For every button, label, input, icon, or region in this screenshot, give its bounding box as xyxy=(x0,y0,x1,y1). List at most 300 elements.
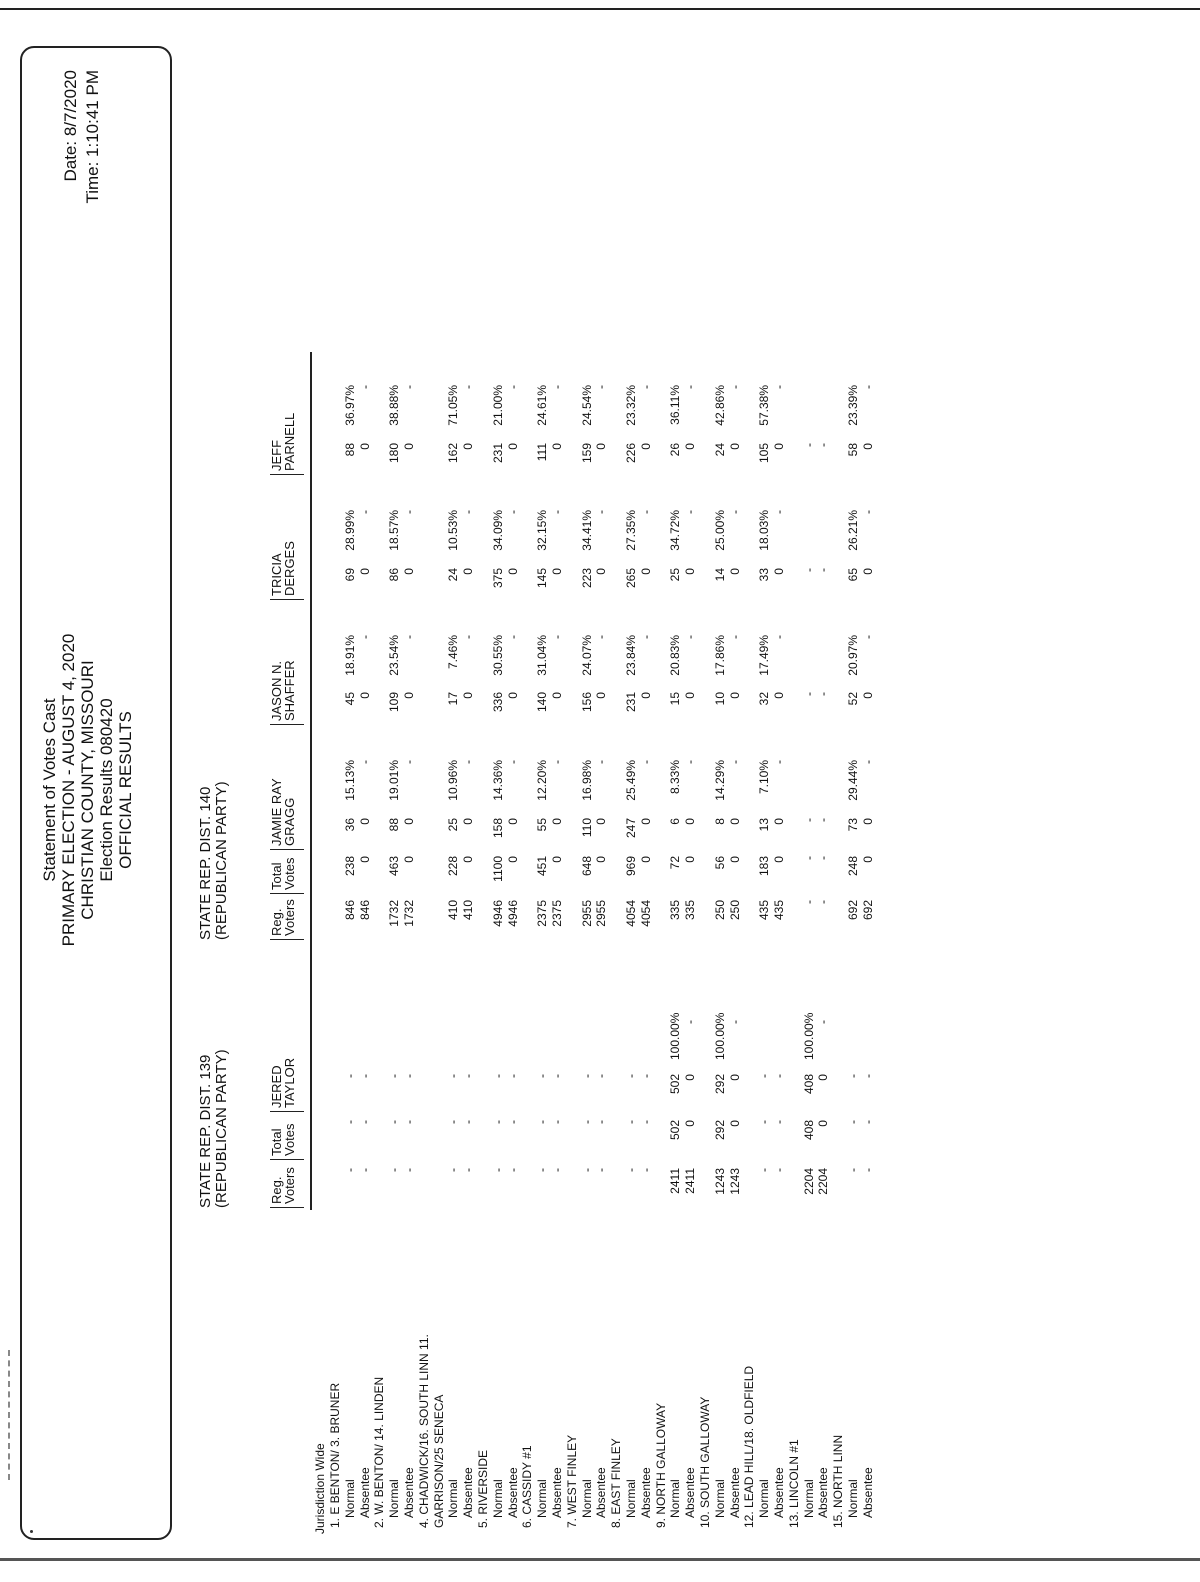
c140-cell: 223 xyxy=(579,568,594,589)
c140-cell: 0 xyxy=(594,818,609,825)
c140-cell: 0 xyxy=(550,692,564,699)
c139-cell: - xyxy=(624,1168,638,1172)
c139-cell: - xyxy=(535,1168,550,1172)
c139-cell: - xyxy=(342,1168,357,1172)
c140-cell: 2955 xyxy=(579,900,594,927)
c139-cell: 292 xyxy=(712,1074,727,1095)
c140-cell: 10.53% xyxy=(446,510,461,551)
c140-cell: 0 xyxy=(505,818,520,825)
c140-cell: - xyxy=(801,443,816,447)
c140-cell: 156 xyxy=(579,692,594,713)
c139-cell: 0 xyxy=(683,1120,698,1127)
row-label: Absentee xyxy=(550,1467,564,1518)
row-label: Normal xyxy=(846,1479,860,1518)
c140-cell: 31.04% xyxy=(535,635,550,676)
c140-cell: - xyxy=(801,900,816,904)
c140-cell: - xyxy=(357,635,372,639)
c140-cell: 0 xyxy=(860,692,875,699)
c140-cell: - xyxy=(816,443,831,447)
c140-cell: - xyxy=(638,760,653,764)
row-label: Normal xyxy=(342,1479,357,1518)
c139-cell: - xyxy=(535,1074,550,1078)
c140-cell: - xyxy=(801,818,816,822)
contest-139-title xyxy=(198,1049,230,1208)
c140-cell: - xyxy=(860,510,875,514)
c140-cell: 0 xyxy=(772,443,786,450)
c140-cell: 17 xyxy=(446,692,461,706)
c139-cell: 292 xyxy=(712,1120,727,1141)
row-label: 13. LINCOLN #1 xyxy=(786,1439,801,1528)
precinct-row xyxy=(432,60,447,1540)
table-row xyxy=(846,60,861,1540)
c140-cand-header-1: JAMIE RAY GRAGG xyxy=(270,776,304,850)
c140-cell: - xyxy=(772,385,786,389)
c140-total-header: Total Votes xyxy=(270,850,304,894)
row-label: 9. NORTH GALLOWAY xyxy=(653,1402,668,1528)
c140-cell: 23.54% xyxy=(387,635,402,676)
c139-cell: - xyxy=(357,1074,372,1078)
c140-cell: 0 xyxy=(638,568,653,575)
c140-cell: 0 xyxy=(357,818,372,825)
contest-140-title-line2: (REPUBLICAN PARTY) xyxy=(213,781,230,940)
c140-cell: 4054 xyxy=(638,900,653,927)
table-row xyxy=(713,60,728,1540)
c140-cell: 7.46% xyxy=(446,635,461,670)
c140-cell: - xyxy=(683,510,698,514)
c140-cell: 45 xyxy=(342,692,357,706)
c140-cell: 57.38% xyxy=(757,385,772,426)
row-label: Normal xyxy=(579,1479,594,1518)
table-row xyxy=(402,60,417,1540)
row-label: GARRISON/25 SENECA xyxy=(431,1394,446,1528)
c140-cell: 0 xyxy=(461,818,476,825)
c139-cell: 408 xyxy=(801,1120,816,1141)
c140-cell: - xyxy=(683,385,698,389)
c140-cell: - xyxy=(727,760,742,764)
precinct-row xyxy=(654,60,669,1540)
c140-cell: 0 xyxy=(772,568,786,575)
c139-cell: - xyxy=(402,1168,416,1172)
row-label: 10. SOUTH GALLOWAY xyxy=(698,1396,712,1528)
c139-cell: 1243 xyxy=(727,1168,742,1195)
title-line-3: CHRISTIAN COUNTY, MISSOURI xyxy=(78,660,97,920)
precinct-row xyxy=(742,60,757,1540)
row-label: Absentee xyxy=(638,1467,653,1518)
row-label: Normal xyxy=(490,1479,505,1518)
c140-cell: 0 xyxy=(357,568,372,575)
row-label: 15. NORTH LINN xyxy=(831,1434,846,1528)
date-time-stamp xyxy=(60,70,104,290)
c140-cell: 0 xyxy=(860,568,875,575)
title-line-2: PRIMARY ELECTION - AUGUST 4, 2020 xyxy=(59,633,78,947)
c140-cell: 0 xyxy=(550,818,564,825)
c140-cell: 32 xyxy=(757,692,772,706)
c140-cell: 88 xyxy=(387,818,402,832)
c140-cell: 7.10% xyxy=(757,760,772,795)
row-label: Absentee xyxy=(727,1467,742,1518)
precinct-row xyxy=(698,60,713,1540)
title-line-4: Election Results 080420 xyxy=(97,698,116,882)
c140-cell: - xyxy=(550,635,564,639)
c140-cell: 4946 xyxy=(490,900,505,927)
c139-cell: - xyxy=(357,1120,372,1124)
c140-cell: - xyxy=(727,510,742,514)
row-label: Normal xyxy=(712,1479,727,1518)
c140-cell: 105 xyxy=(757,443,772,464)
c140-cell: 1732 xyxy=(402,900,416,927)
c139-cell: - xyxy=(727,1020,742,1024)
c140-cell: 0 xyxy=(461,443,476,450)
c140-cell: 15.13% xyxy=(342,760,357,801)
row-label: 8. EAST FINLEY xyxy=(609,1438,624,1528)
c140-cell: 72 xyxy=(668,856,683,870)
c139-cell: - xyxy=(846,1120,860,1124)
c139-cell: - xyxy=(342,1120,357,1124)
c140-cell: 226 xyxy=(624,443,638,464)
c139-cell: - xyxy=(772,1074,786,1078)
spacer xyxy=(310,1210,312,1540)
c140-cell: - xyxy=(505,510,520,514)
table-row xyxy=(772,60,787,1540)
precinct-row xyxy=(787,60,802,1540)
c140-cell: 20.83% xyxy=(668,635,683,676)
c140-cell: 0 xyxy=(727,856,742,863)
c140-cell: 2375 xyxy=(550,900,564,927)
c140-cell: - xyxy=(402,635,416,639)
c140-cell: 38.88% xyxy=(387,385,402,426)
precinct-row xyxy=(417,60,432,1540)
c140-cell: 36 xyxy=(342,818,357,832)
c139-cell: 100.00% xyxy=(801,1012,816,1060)
row-label: 1. E BENTON/ 3. BRUNER xyxy=(328,1382,342,1528)
c140-cell: 0 xyxy=(772,856,786,863)
c140-cell: 0 xyxy=(638,692,653,699)
c140-cell: - xyxy=(357,760,372,764)
c139-cell: - xyxy=(860,1168,875,1172)
c140-cell: - xyxy=(801,568,816,572)
c139-cell: 2204 xyxy=(816,1168,831,1195)
title-line-5: OFFICIAL RESULTS xyxy=(116,711,135,869)
contest-139-title-line1: STATE REP. DIST. 139 xyxy=(197,1054,214,1208)
c140-cell: - xyxy=(594,385,609,389)
c139-cell: 100.00% xyxy=(712,1012,727,1060)
c140-cell: 24.07% xyxy=(579,635,594,676)
row-label: Absentee xyxy=(860,1467,875,1518)
c140-cell: 1100 xyxy=(490,856,505,882)
c139-cell: - xyxy=(846,1168,860,1172)
c140-cell: 846 xyxy=(342,900,357,921)
c140-cell: 4946 xyxy=(505,900,520,927)
c139-cell: - xyxy=(624,1120,638,1124)
c140-cell: 58 xyxy=(846,443,860,457)
scan-marks xyxy=(8,1350,12,1480)
c140-cell: 24.54% xyxy=(579,385,594,426)
c140-cell: 17.49% xyxy=(757,635,772,676)
c140-cell: 435 xyxy=(772,900,786,921)
c140-cell: 0 xyxy=(860,818,875,825)
c140-cell: 231 xyxy=(490,443,505,464)
c139-cell: - xyxy=(579,1120,594,1124)
c140-cell: 109 xyxy=(387,692,402,713)
precinct-row xyxy=(520,60,535,1540)
c140-cell: 24 xyxy=(446,568,461,582)
c140-cell: 140 xyxy=(535,692,550,713)
c140-reg-header: Reg. Voters xyxy=(270,894,304,940)
c140-cell: - xyxy=(816,692,831,696)
c140-cell: 14.36% xyxy=(490,760,505,801)
c140-cell: 0 xyxy=(505,568,520,575)
c140-cell: 435 xyxy=(757,900,772,921)
c140-cell: - xyxy=(727,635,742,639)
table-row xyxy=(580,60,595,1540)
c140-cell: 0 xyxy=(772,818,786,825)
table-row xyxy=(387,60,402,1540)
c140-cell: 0 xyxy=(505,443,520,450)
c140-cell: 231 xyxy=(624,692,638,713)
c140-cell: 265 xyxy=(624,568,638,589)
c140-cell: 228 xyxy=(446,856,461,877)
c139-cell: 0 xyxy=(816,1120,831,1127)
c140-cell: 0 xyxy=(638,443,653,450)
c140-cell: 24.61% xyxy=(535,385,550,426)
row-label: Absentee xyxy=(461,1467,476,1518)
c139-cell: - xyxy=(446,1074,461,1078)
c140-cell: - xyxy=(860,385,875,389)
row-label: Absentee xyxy=(505,1467,520,1518)
c140-cell: 410 xyxy=(461,900,476,921)
c140-cell: 18.03% xyxy=(757,510,772,551)
c139-cell: - xyxy=(579,1168,594,1172)
c140-cell: - xyxy=(402,510,416,514)
c140-cell: 0 xyxy=(727,443,742,450)
c140-cell: - xyxy=(816,856,831,860)
c139-cell: - xyxy=(624,1074,638,1078)
table-row xyxy=(535,60,550,1540)
c140-cell: 0 xyxy=(505,856,520,863)
c140-cell: 36.97% xyxy=(342,385,357,426)
c139-cell: - xyxy=(357,1168,372,1172)
c140-cell: 69 xyxy=(342,568,357,582)
c140-cell: 13 xyxy=(757,818,772,832)
jurisdiction-label: Jurisdiction Wide xyxy=(313,1443,327,1534)
c140-cell: 4054 xyxy=(624,900,638,927)
c140-cell: 17.86% xyxy=(712,635,727,676)
c139-cell: - xyxy=(816,1020,831,1024)
c140-cell: - xyxy=(550,510,564,514)
c140-cell: 42.86% xyxy=(712,385,727,426)
table-row xyxy=(446,60,461,1540)
c140-cell: - xyxy=(594,510,609,514)
c140-cell: 20.97% xyxy=(846,635,860,676)
c139-cell: - xyxy=(461,1074,476,1078)
c140-cell: 0 xyxy=(461,568,476,575)
c140-cell: - xyxy=(801,856,816,860)
c140-cell: 52 xyxy=(846,692,860,706)
c140-cell: 451 xyxy=(535,856,550,877)
c140-cell: 463 xyxy=(387,856,402,877)
c139-candidate-header: JERED TAYLOR xyxy=(270,1054,304,1112)
c140-cell: 71.05% xyxy=(446,385,461,426)
rotated-report xyxy=(20,40,1170,1540)
c139-cell: 0 xyxy=(727,1074,742,1081)
c140-cell: 238 xyxy=(342,856,357,877)
c140-cell: 25.49% xyxy=(624,760,638,801)
c140-cell: 14 xyxy=(712,568,727,582)
c140-cell: 65 xyxy=(846,568,860,582)
table-row xyxy=(728,60,743,1540)
c139-cell: 502 xyxy=(668,1120,683,1141)
c140-cell: - xyxy=(594,635,609,639)
c140-cell: 28.99% xyxy=(342,510,357,551)
c140-cell: 0 xyxy=(594,443,609,450)
c140-cell: 248 xyxy=(846,856,860,877)
c140-cell: - xyxy=(772,635,786,639)
c140-cell: 26.21% xyxy=(846,510,860,551)
table-row xyxy=(550,60,565,1540)
c140-cell: 692 xyxy=(846,900,860,921)
c140-cell: 55 xyxy=(535,818,550,832)
c140-cell: 24 xyxy=(712,443,727,457)
c140-cell: 18.91% xyxy=(342,635,357,676)
row-label: 2. W. BENTON/ 14. LINDEN xyxy=(372,1376,387,1528)
row-label: 5. RIVERSIDE xyxy=(476,1449,490,1528)
c139-cell: 2411 xyxy=(683,1168,698,1194)
c139-cell: 2411 xyxy=(668,1168,683,1194)
row-label: Absentee xyxy=(357,1467,372,1518)
c139-cell: - xyxy=(446,1120,461,1124)
c140-cell: 0 xyxy=(638,818,653,825)
c140-cell: - xyxy=(638,510,653,514)
c140-cell: - xyxy=(638,385,653,389)
c140-cell: 34.41% xyxy=(579,510,594,551)
c140-cell: 335 xyxy=(683,900,698,921)
c139-cell: - xyxy=(594,1168,609,1172)
c140-cand-header-2: JASON N. SHAFFER xyxy=(270,651,304,725)
precinct-row xyxy=(328,60,343,1540)
c140-cell: 110 xyxy=(579,818,594,838)
c140-cell: - xyxy=(683,635,698,639)
table-row xyxy=(624,60,639,1540)
c140-cell: 0 xyxy=(860,856,875,863)
c140-cell: 29.44% xyxy=(846,760,860,801)
c140-cell: - xyxy=(638,635,653,639)
c140-cell: 0 xyxy=(505,692,520,699)
c140-cell: - xyxy=(505,385,520,389)
report-title xyxy=(40,490,135,1090)
table-row xyxy=(506,60,521,1540)
c140-cell: - xyxy=(727,385,742,389)
c139-cell: - xyxy=(490,1168,505,1172)
c140-cell: 23.84% xyxy=(624,635,638,676)
c140-cell: 19.01% xyxy=(387,760,402,801)
c140-cell: 25.00% xyxy=(712,510,727,551)
c140-cell: 0 xyxy=(461,856,476,863)
c139-cell: - xyxy=(638,1168,653,1172)
c140-cell: 969 xyxy=(624,856,638,877)
c139-cell: - xyxy=(505,1120,520,1124)
c140-cell: 0 xyxy=(402,692,416,699)
title-line-1: Statement of Votes Cast xyxy=(40,698,59,882)
row-label: 4. CHADWICK/16. SOUTH LINN 11. xyxy=(416,1334,431,1528)
c140-cell: 0 xyxy=(357,856,372,863)
row-label: Normal xyxy=(668,1479,683,1518)
c140-cell: 33 xyxy=(757,568,772,582)
c140-cell: - xyxy=(816,900,831,904)
c140-cell: 335 xyxy=(668,900,683,921)
column-header-rule xyxy=(310,352,312,1210)
table-row xyxy=(668,60,683,1540)
page-bottom-rule xyxy=(0,1558,1200,1561)
c140-cell: 0 xyxy=(402,568,416,575)
c139-cell: - xyxy=(772,1168,786,1172)
c140-cell: 0 xyxy=(550,856,564,863)
table-row xyxy=(358,60,373,1540)
row-label: Absentee xyxy=(683,1467,698,1518)
c139-cell: - xyxy=(490,1074,505,1078)
row-label: 7. WEST FINLEY xyxy=(564,1434,579,1528)
c140-cell: - xyxy=(461,510,476,514)
c140-cell: 1732 xyxy=(387,900,402,927)
c139-cell: 0 xyxy=(727,1120,742,1127)
c140-cell: 56 xyxy=(712,856,727,870)
c140-cell: 0 xyxy=(638,856,653,863)
c140-cell: 410 xyxy=(446,900,461,921)
c140-cell: 73 xyxy=(846,818,860,832)
c139-cell: - xyxy=(757,1074,772,1078)
c140-cell: - xyxy=(594,760,609,764)
c139-cell: - xyxy=(387,1168,402,1172)
c140-cell: - xyxy=(357,385,372,389)
contest-140-title xyxy=(198,781,230,940)
c140-cell: 86 xyxy=(387,568,402,582)
row-label: Absentee xyxy=(772,1467,786,1518)
c140-cell: 692 xyxy=(860,900,875,921)
c140-cell: 0 xyxy=(683,692,698,699)
c139-cell: 100.00% xyxy=(668,1012,683,1060)
c140-cell: 145 xyxy=(535,568,550,589)
c140-cell: 32.15% xyxy=(535,510,550,551)
c140-cell: - xyxy=(357,510,372,514)
c140-cell: 250 xyxy=(727,900,742,921)
c139-cell: - xyxy=(461,1168,476,1172)
c139-cell: 0 xyxy=(683,1074,698,1081)
row-label: Absentee xyxy=(594,1467,609,1518)
row-label: Normal xyxy=(757,1479,772,1518)
c140-cell: 0 xyxy=(683,818,698,825)
c139-cell: - xyxy=(461,1120,476,1124)
c140-cell: 0 xyxy=(683,443,698,450)
c140-cell: 0 xyxy=(594,692,609,699)
c140-cell: 0 xyxy=(860,443,875,450)
c140-cand-header-3: TRICIA DERGES xyxy=(270,526,304,600)
c140-cell: 23.32% xyxy=(624,385,638,426)
precinct-row xyxy=(565,60,580,1540)
c140-cell: 88 xyxy=(342,443,357,457)
c140-cell: 10 xyxy=(712,692,727,706)
c139-cell: - xyxy=(638,1074,653,1078)
c139-cell: - xyxy=(402,1074,416,1078)
c140-cell: 6 xyxy=(668,818,683,825)
precinct-row xyxy=(609,60,624,1540)
c139-cell: - xyxy=(402,1120,416,1124)
table-row xyxy=(802,60,817,1540)
c139-cell: - xyxy=(446,1168,461,1172)
precinct-row xyxy=(476,60,491,1540)
c139-cell: - xyxy=(342,1074,357,1078)
c139-cell: - xyxy=(550,1074,564,1078)
c140-cell: - xyxy=(772,510,786,514)
c140-cell: 0 xyxy=(550,568,564,575)
